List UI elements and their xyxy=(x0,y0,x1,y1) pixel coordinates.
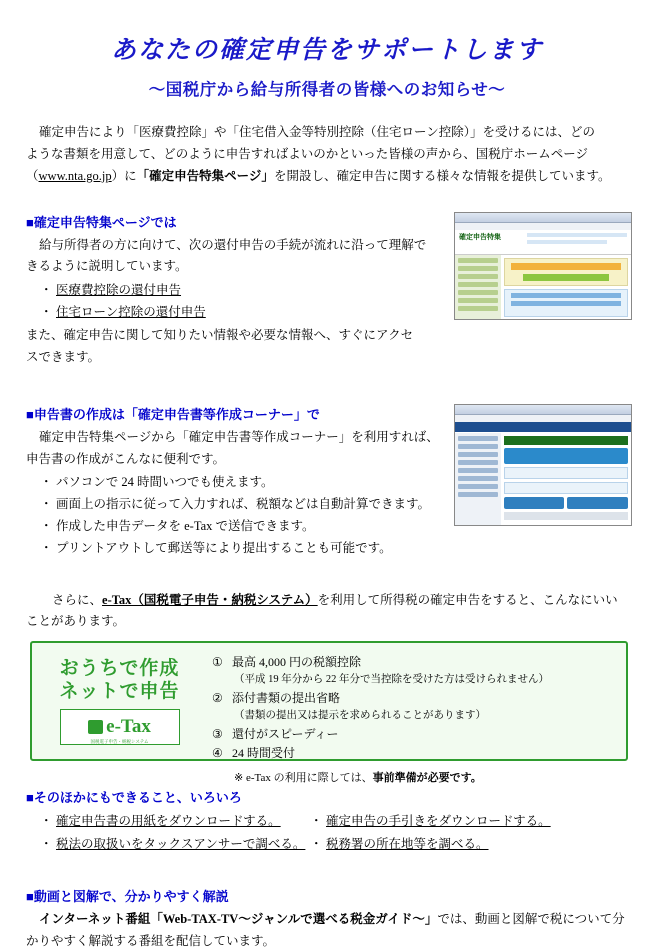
site-header xyxy=(455,230,631,255)
sidebar-item xyxy=(458,298,498,303)
section-video xyxy=(0,886,654,952)
etax-footnote-pre: ※ e-Tax の利用に際しては、 xyxy=(234,771,373,784)
item-note: （平成 19 年分から 22 年分で当控除を受けた方は受けられません） xyxy=(234,674,549,686)
section-1-line-1: 給与所得者の方に向けて、次の還付申告の手続が流れに沿って理解で xyxy=(39,237,427,252)
link-tax-office-location[interactable]: 税務署の所在地等を調べる。 xyxy=(326,837,489,851)
etax-logo xyxy=(60,709,180,745)
screenshot-tokushu-page xyxy=(454,212,632,320)
content-bar xyxy=(511,301,621,306)
sidebar-item xyxy=(458,306,498,311)
intro-line-2: ような書類を用意して、どのように申告すればよいのかといった皆様の声から、国税庁ホームページ xyxy=(26,146,589,161)
item-number: ① xyxy=(212,654,223,669)
sidebar-item xyxy=(458,282,498,287)
item-number: ② xyxy=(212,690,223,705)
web-tax-tv-title: インターネット番組「Web-TAX-TV～ジャンルで選べる税金ガイド～」 xyxy=(39,912,438,927)
app-footer xyxy=(504,512,628,520)
item-text: 添付書類の提出省略 xyxy=(232,690,341,705)
bullet-dot: ・ xyxy=(310,837,323,851)
link-housing-loan-deduction[interactable]: 住宅ローン控除の還付申告 xyxy=(56,304,206,319)
list-item xyxy=(212,725,620,744)
etax-logo-text: e-Tax xyxy=(106,716,151,738)
etax-footnote xyxy=(212,770,620,787)
browser-mock xyxy=(455,213,631,319)
section-sakusei-corner xyxy=(0,404,654,560)
bullet-dot: ・ xyxy=(310,813,323,828)
section-1-text-2 xyxy=(26,325,456,368)
item-note: （書類の提出又は提示を求められることがあります） xyxy=(234,710,486,722)
list-item xyxy=(310,810,551,833)
section-4-text xyxy=(26,909,654,952)
app-row xyxy=(504,482,628,494)
etax-system-link[interactable]: e-Tax（国税電子申告・納税システム） xyxy=(102,592,318,607)
section-3-link-grid xyxy=(40,810,654,856)
link-tax-answer[interactable]: 税法の取扱いをタックスアンサーで調べる。 xyxy=(56,837,306,851)
sidebar-item xyxy=(458,266,498,271)
document-page xyxy=(0,30,654,948)
section-2-line-2: 申告書の作成がこんなに便利です。 xyxy=(26,451,226,466)
sidebar-item xyxy=(458,468,498,473)
sidebar-item xyxy=(458,452,498,457)
section-other-services xyxy=(0,787,654,856)
intro-paren-close: ）に xyxy=(111,168,137,183)
browser-content xyxy=(455,230,631,319)
sidebar-item xyxy=(458,274,498,279)
section-1-line-4: スできます。 xyxy=(26,349,101,364)
sidebar-item xyxy=(458,492,498,497)
site-sidebar xyxy=(455,255,502,319)
benefit-3: 作成した申告データを e-Tax で送信できます。 xyxy=(56,519,315,534)
etax-slogan-line-1: おうちで作成 xyxy=(59,657,180,679)
app-button-right[interactable] xyxy=(567,497,628,509)
list-item xyxy=(212,653,620,672)
app-primary-button[interactable] xyxy=(504,448,628,464)
sidebar-item xyxy=(458,444,498,449)
app-button-row xyxy=(504,497,628,509)
table-row xyxy=(40,833,654,856)
intro-paren-open: （ xyxy=(26,168,39,183)
bullet-dot: ・ xyxy=(40,304,53,319)
section-1-heading: ■確定申告特集ページでは xyxy=(26,214,177,230)
sidebar-item xyxy=(458,476,498,481)
list-item xyxy=(212,744,620,763)
banner-bar xyxy=(511,263,621,270)
section-tokushu xyxy=(0,212,654,369)
table-row xyxy=(40,810,654,833)
sidebar-item xyxy=(458,290,498,295)
intro-paragraph xyxy=(26,122,628,188)
banner-bar xyxy=(523,274,609,281)
section-1-line-3: また、確定申告に関して知りたい情報や必要な情報へ、すぐにアクセ xyxy=(26,328,414,343)
content-bar xyxy=(511,293,621,298)
sidebar-item xyxy=(458,436,498,441)
section-4-line-1-tail: では、動画と図解で税について分 xyxy=(437,912,625,927)
list-item xyxy=(40,833,310,856)
list-item xyxy=(310,833,489,856)
bullet-dot: ・ xyxy=(40,497,53,512)
bullet-dot: ・ xyxy=(40,519,53,534)
page-subtitle: ～国税庁から給与所得者の皆様へのお知らせ～ xyxy=(148,80,506,99)
bullet-dot: ・ xyxy=(40,837,53,851)
benefit-4: プリントアウトして郵送等により提出することも可能です。 xyxy=(56,541,392,555)
header-bar xyxy=(527,240,607,244)
banner-area xyxy=(504,258,628,286)
item-number: ④ xyxy=(212,746,223,761)
app-main xyxy=(501,433,631,525)
etax-logo-area xyxy=(32,643,207,759)
browser-titlebar xyxy=(455,213,631,223)
browser-mock-2 xyxy=(455,405,631,525)
list-item xyxy=(40,810,310,833)
app-row xyxy=(504,467,628,479)
bullet-dot: ・ xyxy=(40,813,53,828)
content-area xyxy=(504,289,628,317)
intro-line-3-tail: を開設し、確定申告に関する様々な情報を提供しています。 xyxy=(273,168,611,183)
app-titlebar xyxy=(455,422,631,432)
app-button-left[interactable] xyxy=(504,497,565,509)
link-download-guide[interactable]: 確定申告の手引きをダウンロードする。 xyxy=(326,813,551,828)
intro-line-1: 確定申告により「医療費控除」や「住宅借入金等特別控除（住宅ローン控除）」を受けるには、どの xyxy=(39,125,596,139)
sidebar-item xyxy=(458,460,498,465)
etax-footnote-bold: 事前準備が必要です。 xyxy=(372,771,482,784)
section-1-text xyxy=(26,235,456,278)
sidebar-item xyxy=(458,484,498,489)
browser-content xyxy=(455,422,631,525)
link-medical-deduction[interactable]: 医療費控除の還付申告 xyxy=(56,282,182,297)
list-item xyxy=(40,538,654,560)
section-3-heading: ■そのほかにもできること、いろいろ xyxy=(26,789,242,805)
bullet-dot: ・ xyxy=(40,475,53,490)
etax-slogan-line-2: ネットで申告 xyxy=(59,681,180,703)
page-title: あなたの確定申告をサポートします xyxy=(110,37,543,64)
section-4-heading: ■動画と図解で、分かりやすく解説 xyxy=(26,889,229,905)
etax-logo-caption: 国税電子申告・納税システム xyxy=(90,739,149,745)
nta-url-link[interactable]: www.nta.go.jp xyxy=(38,168,112,183)
benefit-1: パソコンで 24 時間いつでも使えます。 xyxy=(56,475,274,490)
item-text: 24 時間受付 xyxy=(232,746,296,761)
etax-intro-post: を利用して所得税の確定申告をすると、こんなにいい xyxy=(317,592,618,607)
section-4-line-2: かりやすく解説する番組を配信しています。 xyxy=(26,933,276,948)
etax-intro-paragraph xyxy=(26,590,628,633)
site-header-title: 確定申告特集 xyxy=(459,233,501,241)
site-main xyxy=(501,255,631,319)
section-2-line-1: 確定申告特集ページから「確定申告書等作成コーナー」を利用すれば、 xyxy=(39,430,439,445)
app-banner xyxy=(504,436,628,445)
app-sidebar xyxy=(455,433,502,525)
intro-bold-phrase: 「確定申告特集ページ」 xyxy=(136,168,274,183)
header-bar xyxy=(527,233,627,237)
link-download-forms[interactable]: 確定申告書の用紙をダウンロードする。 xyxy=(56,813,281,828)
section-2-text xyxy=(26,427,456,470)
item-text: 最高 4,000 円の税額控除 xyxy=(232,654,362,669)
etax-benefit-list xyxy=(212,653,620,787)
etax-logo-mark-icon xyxy=(88,720,103,734)
etax-intro-pre: さらに、 xyxy=(52,592,103,607)
list-item xyxy=(212,689,620,708)
bullet-dot: ・ xyxy=(40,541,53,555)
etax-intro-line-2: ことがあります。 xyxy=(26,614,126,629)
browser-titlebar xyxy=(455,405,631,415)
benefit-2: 画面上の指示に従って入力すれば、税額などは自動計算できます。 xyxy=(56,497,431,512)
item-text: 還付がスピーディー xyxy=(232,726,339,741)
sidebar-item xyxy=(458,258,498,263)
etax-benefits-box xyxy=(30,641,628,784)
section-2-heading: ■申告書の作成は「確定申告書等作成コーナー」で xyxy=(26,407,320,423)
section-1-line-2: きるように説明しています。 xyxy=(26,259,188,274)
item-number: ③ xyxy=(212,726,223,741)
bullet-dot: ・ xyxy=(40,282,53,297)
screenshot-sakusei-corner xyxy=(454,404,632,526)
